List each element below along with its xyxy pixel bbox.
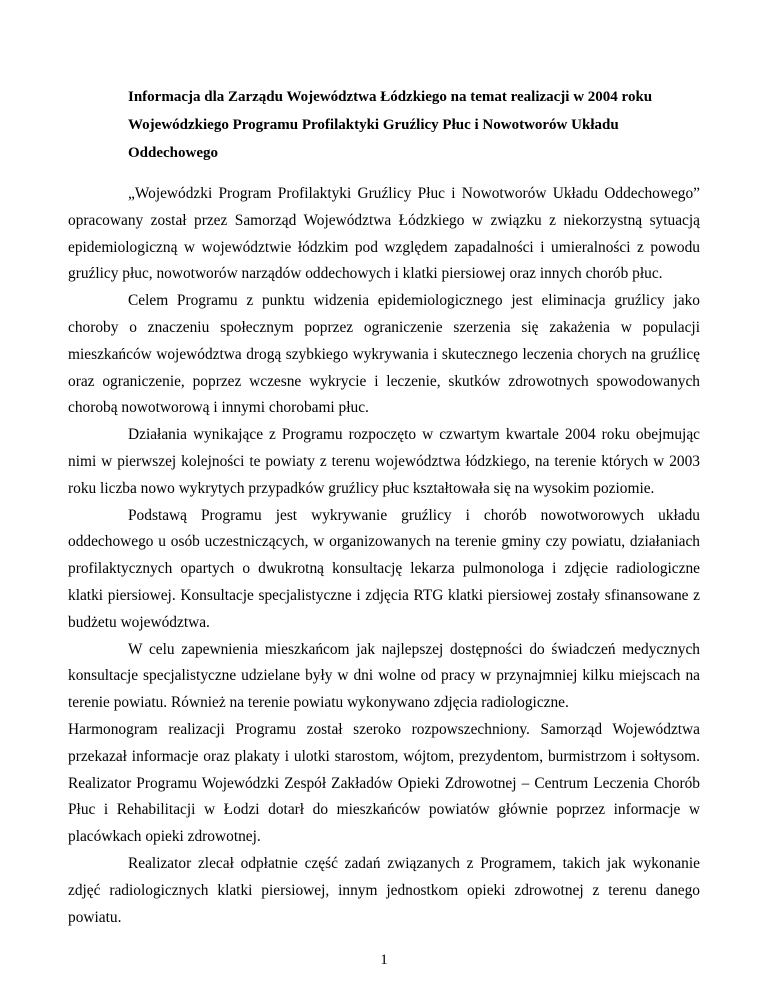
paragraph-program-start: Działania wynikające z Programu rozpoczęto w czwartym kwartale 2004 roku obejmując nimi w pierwszej kolejności te powiaty z terenu województwa łódzkiego, na terenie których w 2003 roku liczba nowo wykrytych przypadków gruźlicy płuc kształtowała się na wysokim poziomie. — [68, 426, 700, 497]
document-body — [68, 181, 700, 931]
paragraph-contracting: Realizator zlecał odpłatnie część zadań związanych z Programem, takich jak wykonanie zdjęć radiologicznych klatki piersiowej, innym jednostkom opieki zdrowotnej z terenu danego powiatu. — [68, 854, 700, 926]
document-title: Informacja dla Zarządu Województwa Łódzkiego na temat realizacji w 2004 roku Wojewódzkiego Programu Profilaktyki Gruźlicy Płuc i Nowotworów Układu Oddechowego — [128, 89, 653, 161]
paragraph-schedule: Harmonogram realizacji Programu został szeroko rozpowszechniony. Samorząd Województwa przekazał informacje oraz plakaty i ulotki starostom, wójtom, prezydentom, burmistrzom i sołtysom. Realizator Programu Wojewódzki Zespół Zakładów Opieki Zdrowotnej – Centrum Leczenia Chorób Płuc i Rehabilitacji w Łodzi dotarł do mieszkańców powiatów głównie poprzez informacje w placówkach opieki zdrowotnej. — [68, 720, 700, 846]
paragraph-program-basis: Podstawą Programu jest wykrywanie gruźlicy i chorób nowotworowych układu oddechowego u osób uczestniczących, w organizowanych na terenie gminy czy powiatu, działaniach profilaktycznych opartych o dwukrotną konsultację lekarza pulmonologa i zdjęcie radiologiczne klatki piersiowej. Konsultacje specjalistyczne i zdjęcia RTG klatki piersiowej zostały sfinansowane z budżetu województwa. — [68, 506, 700, 631]
paragraph-accessibility: W celu zapewnienia mieszkańcom jak najlepszej dostępności do świadczeń medycznych konsultacje specjalistyczne udzielane były w dni wolne od pracy w przynajmniej kilku miejscach na terenie powiatu. Również na terenie powiatu wykonywano zdjęcia radiologiczne. — [68, 640, 700, 712]
paragraph-program-goal: Celem Programu z punktu widzenia epidemiologicznego jest eliminacja gruźlicy jako choroby o znaczeniu społecznym poprzez ograniczenie szerzenia się zakażenia w populacji mieszkańców województwa drogą szybkiego wykrywania i skutecznego leczenia chorych na gruźlicę oraz ograniczenie, poprzez wczesne wykrycie i leczenie, skutków zdrowotnych spowodowanych chorobą nowotworową i innymi chorobami płuc. — [68, 292, 700, 417]
page-number: 1 — [380, 952, 388, 968]
paragraph-program-origin: „Wojewódzki Program Profilaktyki Gruźlicy Płuc i Nowotworów Układu Oddechowego” opracowany został przez Samorząd Województwa Łódzkiego w związku z niekorzystną sytuacją epidemiologiczną w województwie łódzkim pod względem zapadalności i umieralności z powodu gruźlicy płuc, nowotworów narządów oddechowych i klatki piersiowej oraz innych chorób płuc. — [68, 185, 700, 283]
